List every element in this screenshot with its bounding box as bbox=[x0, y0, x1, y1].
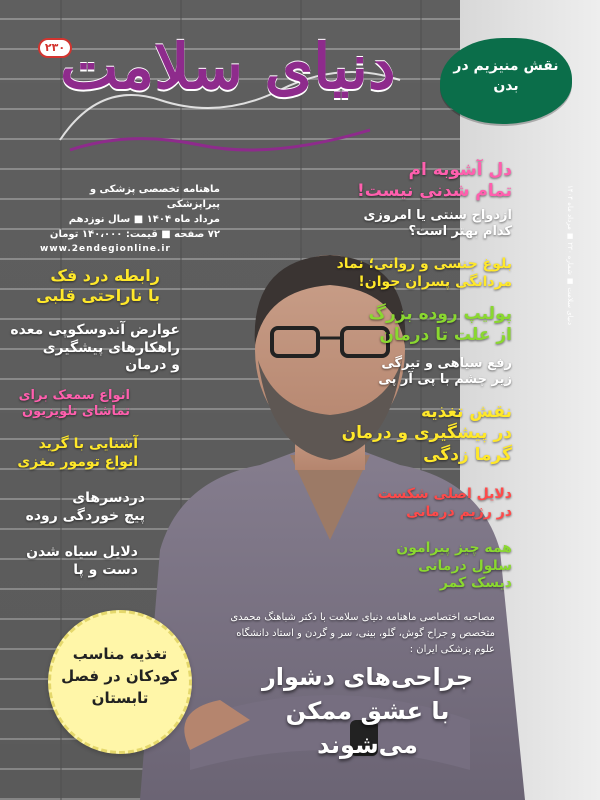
badge-text: نقش منیزیم در بدن bbox=[453, 58, 559, 94]
publication-info bbox=[40, 182, 220, 257]
headline-right: نقش تغذیه در پیشگیری و درمان گرما زدگی bbox=[341, 402, 512, 465]
headline-right: دلایل اصلی شکست در رژیم درمانی bbox=[377, 486, 512, 520]
date-line: مرداد ماه ۱۴۰۴ ■ سال نوزدهم bbox=[68, 214, 220, 225]
magnesium-badge bbox=[440, 38, 572, 124]
spine-text: دنیای سلامت ■ شماره ۲۳۰ ■ مرداد ماه ۱۴۰۴ bbox=[566, 184, 574, 326]
headline-left: انواع سمعک برای تماشای تلویزیون bbox=[18, 388, 130, 420]
interview-intro: مصاحبه اختصاصی ماهنامه دنیای سلامت با دکتر شباهنگ محمدی متخصص و جراح گوش، گلو، بینی، سر و گردن و استاد دانشگاه علوم پزشکی ایران : bbox=[230, 612, 495, 655]
headline-left: آشنایی با گرید انواع تومور مغزی bbox=[17, 436, 138, 470]
headline-left: رابطه درد فک با ناراحتی قلبی bbox=[36, 266, 160, 305]
headline-right: همه چیز پیرامون سلول درمانی دیسک کمر bbox=[396, 540, 512, 591]
nutrition-badge: تغذیه مناسب کودکان در فصل تابستان bbox=[48, 610, 192, 754]
headline-left: دردسرهای پیچ خوردگی روده bbox=[25, 490, 145, 524]
headline-left: دلایل سیاه شدن دست و پا bbox=[26, 544, 138, 578]
magazine-title: دنیای سلامت bbox=[60, 30, 396, 103]
subtitle: ماهنامه تخصصی پزشکی و پیراپزشکی bbox=[89, 184, 220, 210]
headline-right: دل آشوبه ام تمام شدنی نیست! bbox=[357, 160, 512, 202]
headline-right: ازدواج سنتی یا امروزی کدام بهتر است؟ bbox=[363, 208, 512, 240]
issue-number-badge: ۲۳۰ bbox=[38, 38, 72, 58]
main-headline: جراحی‌های دشوار با عشق ممکن می‌شوند bbox=[261, 663, 474, 759]
website-url: www.2endegionline.ir bbox=[40, 244, 171, 254]
price-line: ۷۲ صفحه ■ قیمت: ۱۴۰،۰۰۰ تومان bbox=[49, 229, 220, 240]
headline-right: رفع سیاهی و تیرگی زیر چشم با پی آر پی bbox=[378, 356, 512, 388]
headline-left: عوارض آندوسکوپی معده راهکارهای پیشگیری و درمان bbox=[10, 322, 180, 373]
headline-right: بلوغ جنسی و روانی؛ نماد مردانگی پسران جوان! bbox=[336, 256, 512, 290]
headline-right: پولیپ روده بزرگ از علت تا درمان bbox=[368, 304, 512, 346]
